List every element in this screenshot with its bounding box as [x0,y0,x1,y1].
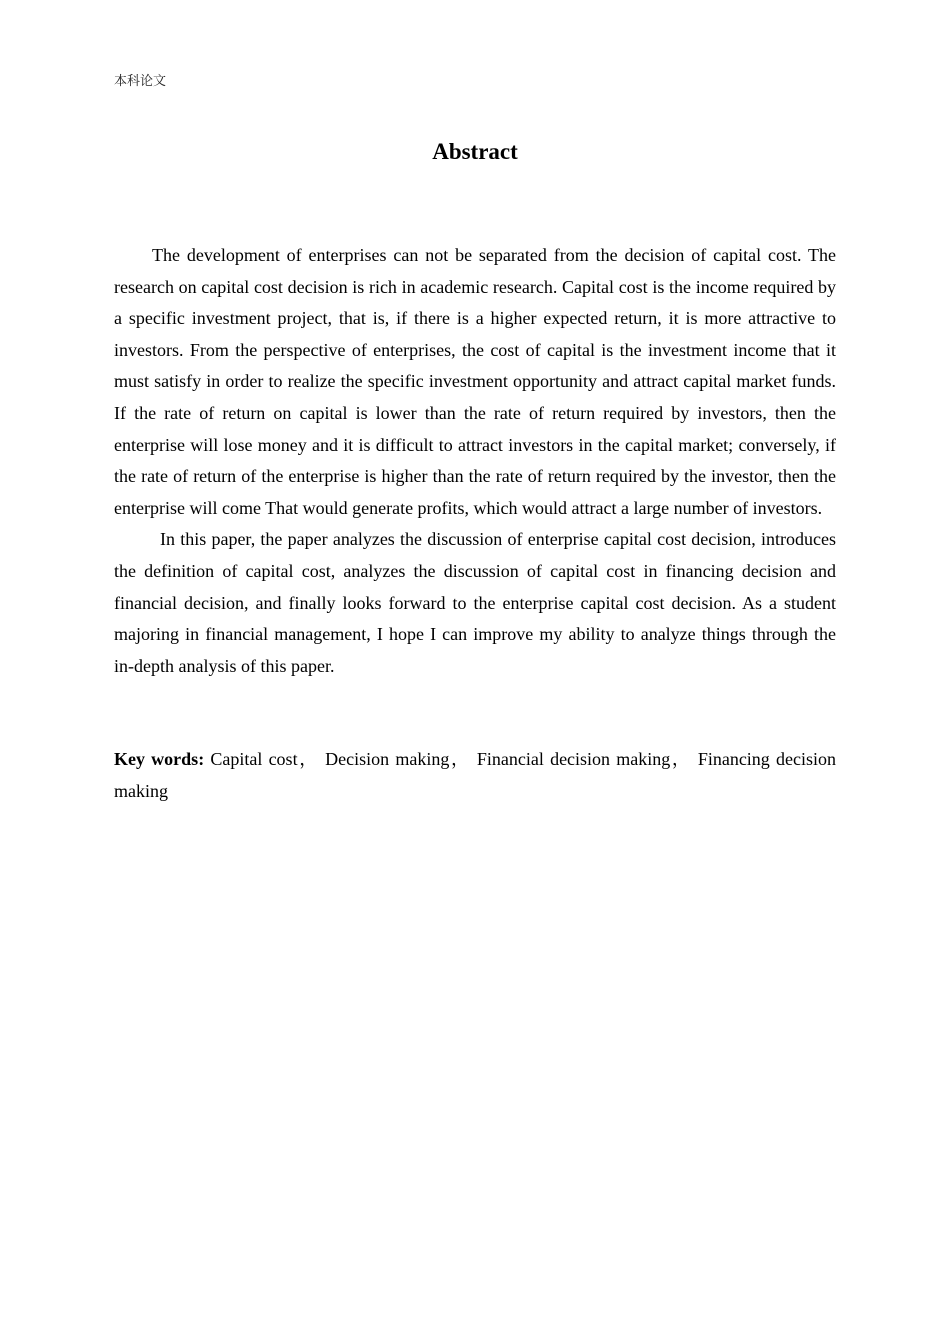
abstract-paragraph-2: In this paper, the paper analyzes the discussion of enterprise capital cost decision, introduces the definition of capital cost, analyzes the discussion of capital cost in financing decision and financial decision, and finally looks forward to the enterprise capital cost decision. As a student majoring in financial management, I hope I can improve my ability to analyze things through the in-depth analysis of this paper. [114,529,836,676]
abstract-body [114,240,836,682]
abstract-paragraph-1: The development of enterprises can not be separated from the decision of capital cost. The research on capital cost decision is rich in academic research. Capital cost is the income required by a specific investment project, that is, if there is a higher expected return, it is more attractive to investors. From the perspective of enterprises, the cost of capital is the investment income that it must satisfy in order to realize the specific investment opportunity and attract capital market funds. If the rate of return on capital is lower than the rate of return required by investors, then the enterprise will lose money and it is difficult to attract investors in the capital market; conversely, if the rate of return of the enterprise is higher than the rate of return required by the investor, then the enterprise will come That would generate profits, which would attract a large number of investors. [114,245,836,518]
keywords-line [114,744,836,807]
keywords-text: Capital cost， Decision making， Financial decision making， Financing decision making [114,749,836,801]
running-header: 本科论文 [114,74,167,89]
abstract-title: Abstract [432,139,518,164]
keywords-label: Key words: [114,749,205,769]
